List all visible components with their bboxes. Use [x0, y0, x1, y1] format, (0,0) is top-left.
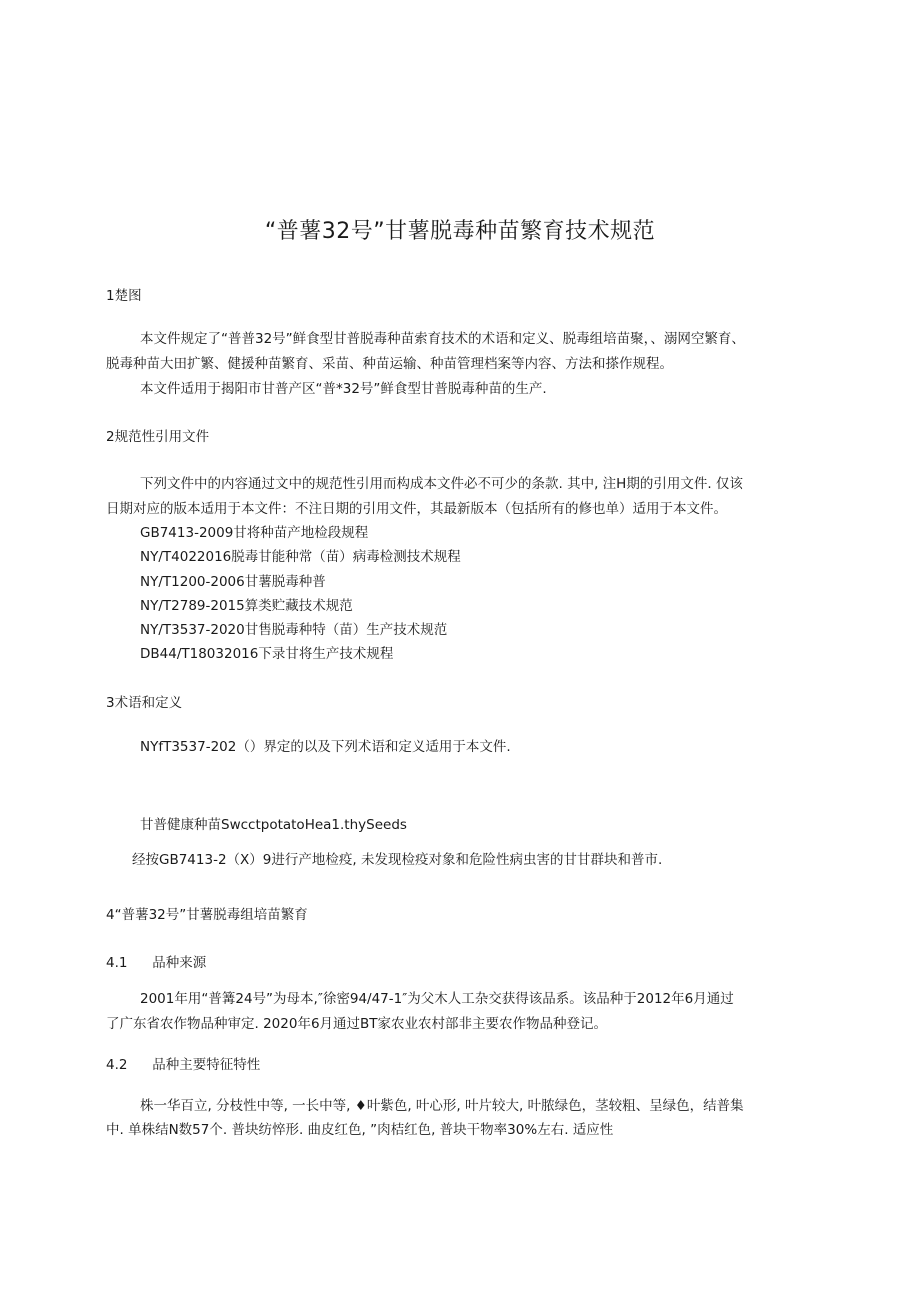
section-3-heading: 3术语和定义: [106, 695, 183, 711]
section-3-paragraph: NYfT3537-202（）界定的以及下列术语和定义适用于本文件.: [140, 739, 511, 755]
reference-item: NY/T2789-2015算类贮藏技术规范: [140, 598, 353, 614]
subsection-title: 品种来源: [152, 955, 207, 971]
subsection-4-1-heading: [106, 951, 206, 971]
section-2-heading: 2规范性引用文件: [106, 429, 210, 445]
term-title: 甘普健康种苗SwcctpotatoHea1.thySeeds: [140, 817, 407, 833]
section-1-paragraph-1-line-1: 本文件规定了“普普32号”鲜食型甘普脱毒种苗索育技术的术语和定义、脱毒组培苗聚，、溺网空繁育、: [140, 331, 745, 347]
section-2-paragraph-line-2: 日期对应的版本适用于本文件：不注日期的引用文件，其最新版本（包括所有的修也单）适用于本文件。: [106, 501, 727, 517]
reference-item: DB44/T18032016下录甘将生产技术规程: [140, 646, 394, 662]
subsection-4-2-line-2: 中. 单株结N数57个. 普块纺悴形. 曲皮红色, ”肉桔红色, 普块干物率30%左右. 适应性: [106, 1122, 614, 1138]
subsection-4-1-line-2: 了广东省农作物品种审定. 2020年6月通过BT家农业农村部非主要农作物品种登记。: [106, 1016, 608, 1032]
reference-item: NY/T3537-2020甘售脱毒种特（苗）生产技术规范: [140, 622, 448, 638]
reference-item: NY/T1200-2006甘薯脱毒种普: [140, 574, 326, 590]
subsection-number: 4.1: [106, 955, 128, 971]
subsection-title: 品种主要特征特性: [152, 1057, 261, 1073]
section-1-paragraph-2: 本文件适用于揭阳市甘普产区“普*32号”鲜食型甘普脱毒种苗的生产.: [140, 381, 547, 397]
subsection-4-2-heading: [106, 1053, 260, 1073]
subsection-4-2-line-1: 株一华百立, 分枝性中等, 一长中等, ♦叶紫色, 叶心形, 叶片较大, 叶脓绿色，茎较粗、呈绿色，结普集: [140, 1098, 744, 1114]
section-1-heading: 1楚图: [106, 288, 142, 304]
section-4-heading: 4“普薯32号”甘薯脱毒组培苗繁育: [106, 907, 308, 923]
subsection-number: 4.2: [106, 1057, 128, 1073]
reference-item: NY/T4022016脱毒甘能种常（苗）病毒检测技术规程: [140, 549, 461, 565]
term-definition: 经按GB7413-2（X）9进行产地检疫, 未发现检疫对象和危险性病虫害的甘甘群块和普市.: [132, 852, 663, 868]
reference-item: GB7413-2009甘将种苗产地检段规程: [140, 525, 369, 541]
section-1-paragraph-1-line-2: 脱毒种苗大田扩繁、健援种苗繁育、采苗、种苗运输、种苗管理档案等内容、方法和搽作规程。: [106, 356, 673, 372]
section-2-paragraph-line-1: 下列文件中的内容通过文中的规范性引用而构成本文件必不可少的条款. 其中, 注H期的引用文件. 仅该: [140, 476, 743, 492]
subsection-4-1-line-1: 2001年用“普篝24号”为母本,″徐密94/47-1″为父木人工杂交获得该品系。该品种于2012年6月通过: [140, 991, 734, 1007]
document-title: “普薯32号”甘薯脱毒种苗繁育技术规范: [264, 219, 656, 244]
